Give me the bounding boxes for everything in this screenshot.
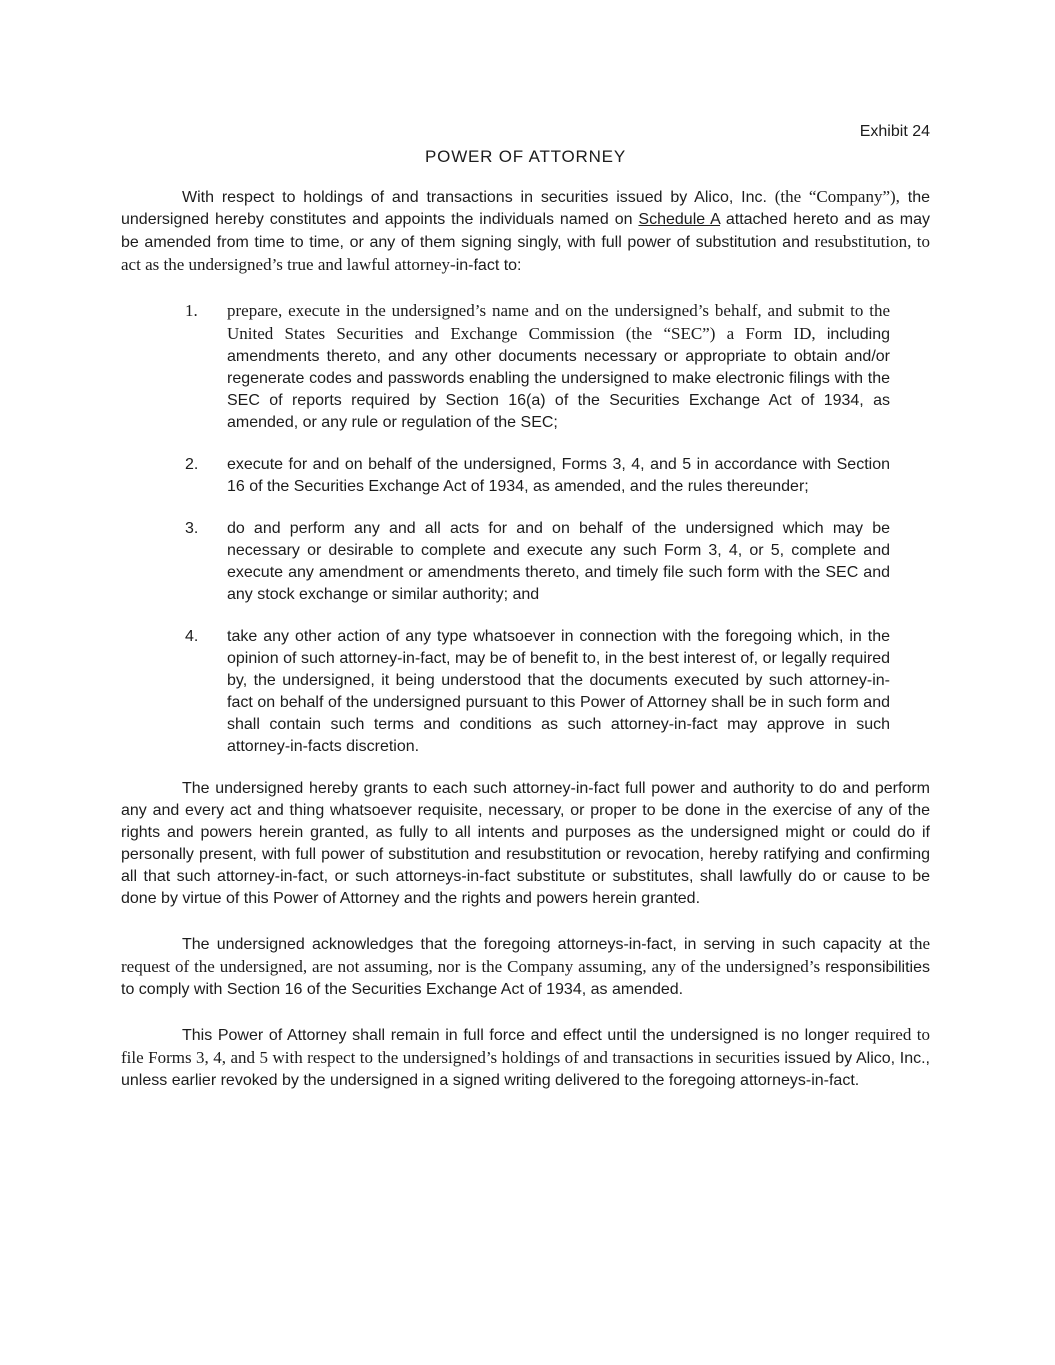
- text-segment: The undersigned hereby grants to each such attorney-in-fact full power and authority to do and perform any and every act and thing whatsoever requisite, necessary, or proper to be done in the exercise of any of the rights and powers herein granted, as fully to all intents and purposes as the undersigned might or could do if personally present, with full power of substitution and resubstitution or revocation, hereby ratifying and confirming all that such attorney-in-fact, or such attorneys-in-fact substitute or substitutes, shall lawfully do or cause to be done by virtue of this Power of Attorney and the rights and powers herein granted.: [121, 780, 930, 907]
- text-segment: issued by Alico, Inc., unless earlier revoked by the undersigned in a signed writing delivered to the foregoing attorneys-in-fact.: [121, 1050, 930, 1089]
- text-segment: including amendments thereto, and any other documents necessary or appropriate to obtain and/or regenerate codes and passwords enabling the undersigned to make electronic filings with the SEC of reports required by Section 16(a) of the Securities Exchange Act of 1934, as amended, or any rule or regulation of the SEC;: [227, 326, 890, 431]
- list-item: [121, 626, 930, 758]
- text-segment: prepare, execute in the undersigned’s name and on the undersigned’s behalf, and submit to the United States Securities and Exchange Commission (the “SEC”) a Form ID,: [227, 301, 890, 343]
- text-segment: responsibilities to comply with Section 16 of the Securities Exchange Act of 1934, as amended.: [121, 959, 930, 998]
- paragraph: [121, 778, 930, 910]
- list-item-number: 2.: [185, 456, 199, 473]
- numbered-list: [121, 300, 930, 758]
- list-item-text: [227, 518, 890, 606]
- paragraph: [121, 933, 930, 1001]
- list-item-text: [227, 454, 890, 498]
- list-item: [121, 454, 930, 498]
- list-item-number: 4.: [185, 628, 199, 645]
- text-segment: in-fact to:: [455, 257, 522, 274]
- list-item-number: 3.: [185, 520, 199, 537]
- document-body: [121, 186, 930, 1115]
- exhibit-label: Exhibit 24: [859, 123, 930, 140]
- text-segment: required to file Forms 3, 4, and 5 with respect to the undersigned’s holdings of and transactions in securities: [121, 1025, 930, 1067]
- paragraph: [121, 1024, 930, 1092]
- list-item-number: 1.: [185, 301, 198, 320]
- list-item-text: [227, 626, 890, 758]
- page-title: POWER OF ATTORNEY: [425, 147, 626, 166]
- list-item: [121, 518, 930, 606]
- list-item: [121, 300, 930, 434]
- text-segment: The undersigned acknowledges that the foregoing attorneys-in-fact, in serving in such capacity at: [182, 936, 910, 953]
- list-item-text: [227, 300, 890, 434]
- text-segment: take any other action of any type whatsoever in connection with the foregoing which, in the opinion of such attorney-in-fact, may be of benefit to, in the best interest of, or legally required by, the undersigned, it being understood that the documents executed by such attorney-in-fact on behalf of the undersigned pursuant to this Power of Attorney shall be in such form and shall contain such terms and conditions as such attorney-in-fact may approve in such attorney-in-facts discretion.: [227, 628, 890, 755]
- text-segment: do and perform any and all acts for and on behalf of the undersigned which may be necessary or desirable to complete and execute any such Form 3, 4, or 5, complete and execute any amendment or amendments thereto, and timely file such form with the SEC and any stock exchange or similar authority; and: [227, 520, 890, 603]
- text-segment: With respect to holdings of and transactions in securities issued by Alico, Inc.: [182, 189, 775, 206]
- text-segment: (the “Company”),: [774, 187, 900, 206]
- schedule-a-reference: Schedule A: [638, 211, 720, 228]
- text-segment: the request of the undersigned, are not assuming, nor is the Company assuming, any of the undersigned’s: [121, 934, 930, 976]
- paragraph: [121, 186, 930, 277]
- text-segment: the undersigned hereby constitutes and appoints the individuals named on: [121, 189, 931, 228]
- text-segment: attached hereto and as may be amended from time to time, or any of them signing singly, with full power of substitution and: [121, 211, 931, 251]
- text-segment: resubstitution, to act as the undersigned’s true and lawful attorney-: [121, 232, 931, 274]
- text-segment: execute for and on behalf of the undersigned, Forms 3, 4, and 5 in accordance with Section 16 of the Securities Exchange Act of 1934, as amended, and the rules thereunder;: [227, 456, 890, 495]
- text-segment: This Power of Attorney shall remain in full force and effect until the undersigned is no longer: [182, 1027, 855, 1044]
